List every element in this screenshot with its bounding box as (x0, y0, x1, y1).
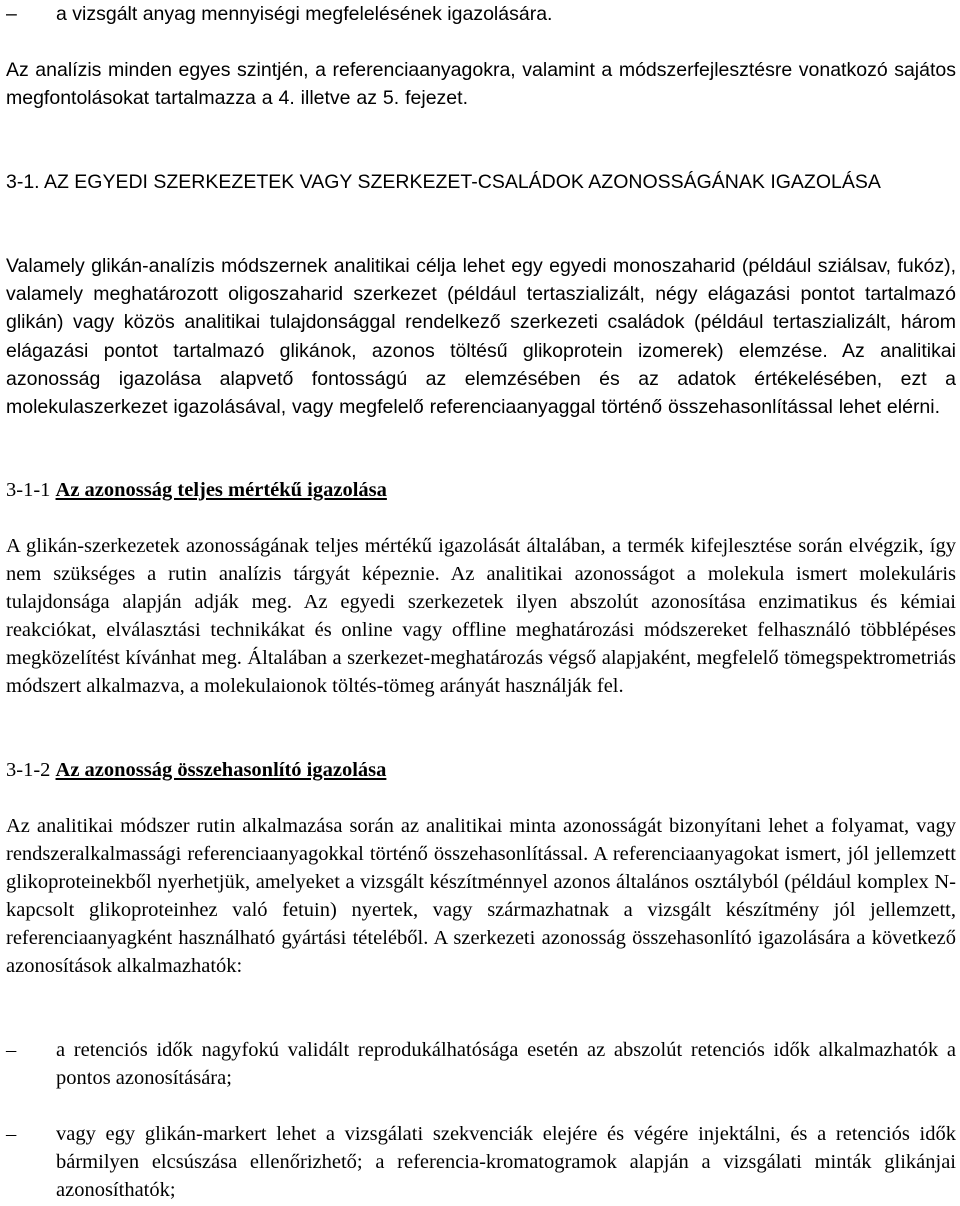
bullet-text: vagy egy glikán-markert lehet a vizsgálati szekvenciák elejére és végére injektálni, és a retenciós idők bármilyen elcsúszása ellenőrizhető; a referencia-kromatogramok alapján a vizsgálati minták glikánjai azonosíthatók; (56, 1123, 956, 1201)
bullet-text: a retenciós idők nagyfokú validált reprodukálhatósága esetén az abszolút retenciós idők alkalmazhatók a pontos azonosítására; (56, 1039, 956, 1089)
section-paragraph: Valamely glikán-analízis módszernek analitikai célja lehet egy egyedi monoszaharid (például sziálsav, fukóz), valamely meghatározott oligoszaharid szerkezet (például tertaszializált, négy elágazási pontot tartalmazó glikán) vagy közös analitikai tulajdonsággal rendelkező szerkezeti családok (például tertaszializált, három elágazási pontot tartalmazó glikánok, azonos töltésű glikoprotein izomerek) elemzése. Az analitikai azonosság igazolása alapvető fontosságú az elemzésében és az adatok értékelésében, ezt a molekulaszerkezet igazolásával, vagy megfelelő referenciaanyaggal történő összehasonlítással lehet elérni. (6, 255, 956, 419)
subsection-paragraph-3-1-1: A glikán-szerkezetek azonosságának teljes mértékű igazolását általában, a termék kifejlesztése során elvégzik, így nem szükséges a rutin analízis tárgyát képeznie. Az analitikai azonosságot a molekula ismert molekuláris tulajdonsága alapján adják meg. Az egyedi szerkezetek ilyen abszolút azonosítása enzimatikus és kémiai reakciókat, elválasztási technikákat és online vagy offline meghatározási módszereket felhasználó többlépéses megközelítést kívánhat meg. Általában a szerkezet-meghatározás végső alapjaként, megfelelő tömegspektrometriás módszert alkalmazva, a molekulaionok töltés-tömeg arányát használják fel. (6, 535, 956, 697)
subsection-heading-3-1-2 (6, 756, 956, 784)
top-bullet-item (6, 0, 956, 28)
bullet-dash: – (6, 1123, 17, 1145)
bullet-dash: – (6, 3, 17, 25)
section-title: 3-1. AZ EGYEDI SZERKEZETEK VAGY SZERKEZET-CSALÁDOK AZONOSSÁGÁNAK IGAZOLÁSA (6, 171, 881, 193)
bullet-item (6, 1120, 956, 1204)
subsection-heading-3-1-1 (6, 476, 956, 504)
subsection-title: Az azonosság összehasonlító igazolása (55, 759, 387, 781)
bullet-dash: – (6, 1039, 17, 1061)
subsection-number: 3-1-2 (6, 759, 51, 781)
intro-paragraph: Az analízis minden egyes szintjén, a referenciaanyagokra, valamint a módszerfejlesztésre vonatkozó sajátos megfontolásokat tartalmazza a 4. illetve az 5. fejezet. (6, 59, 956, 109)
subsection-number: 3-1-1 (6, 479, 51, 501)
subsection-title: Az azonosság teljes mértékű igazolása (55, 479, 387, 501)
bullet-item (6, 1036, 956, 1092)
subsection-paragraph-3-1-2: Az analitikai módszer rutin alkalmazása során az analitikai minta azonosságát bizonyítani lehet a folyamat, vagy rendszeralkalmassági referenciaanyagokkal történő összehasonlítással. A referenciaanyagokat ismert, jól jellemzett glikoproteinekből nyerhetjük, amelyeket a vizsgált készítménnyel azonos általános osztályból (például komplex N-kapcsolt glikoproteinhez való fetuin) nyertek, vagy származhatnak a vizsgált készítmény jól jellemzett, referenciaanyagként használható gyártási tételéből. A szerkezeti azonosság összehasonlító igazolására a következő azonosítások alkalmazhatók: (6, 815, 956, 977)
bullet-text: a vizsgált anyag mennyiségi megfelelésének igazolására. (56, 3, 553, 25)
